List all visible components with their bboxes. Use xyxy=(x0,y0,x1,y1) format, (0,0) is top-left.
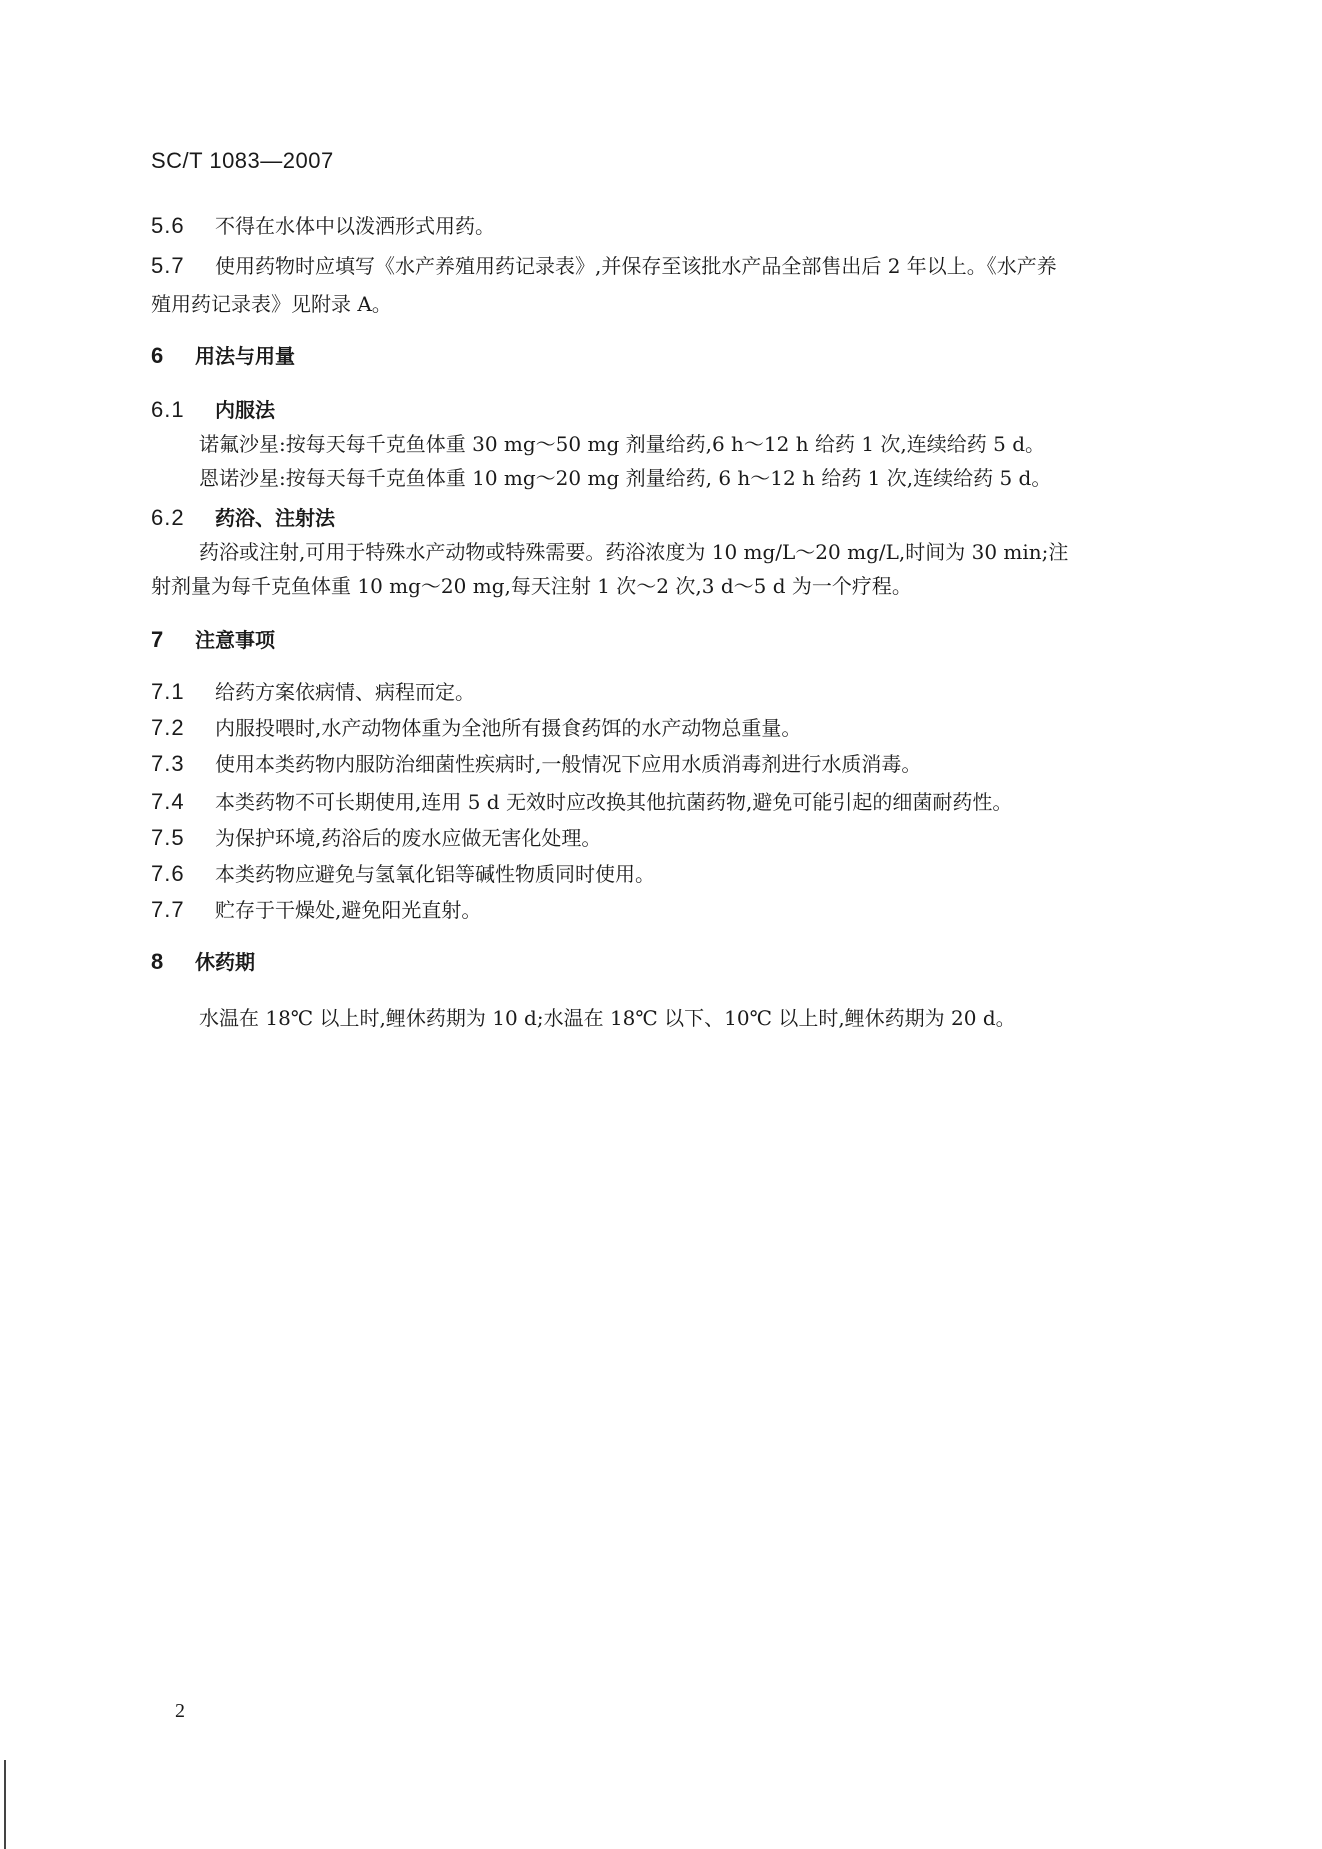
clause-text: 射剂量为每千克鱼体重 10 mg～20 mg,每天注射 1 次～2 次,3 d～5 d 为一个疗程。 xyxy=(151,574,912,598)
clause-number: 7.4 xyxy=(151,789,185,814)
clause-title: 内服法 xyxy=(215,398,275,422)
clause-text: 贮存于干燥处,避免阳光直射。 xyxy=(215,898,482,922)
scan-edge-mark xyxy=(4,1760,6,1849)
section-6-heading xyxy=(151,344,295,368)
clause-number: 5.7 xyxy=(151,253,185,278)
clause-7-7 xyxy=(151,898,481,922)
clause-number: 7.2 xyxy=(151,715,185,740)
section-title: 用法与用量 xyxy=(195,344,295,368)
clause-6-1-norfloxacin xyxy=(199,432,1045,456)
clause-6-1-enrofloxacin xyxy=(199,466,1051,490)
clause-7-2 xyxy=(151,716,801,740)
clause-number: 7.7 xyxy=(151,897,185,922)
clause-text: 给药方案依病情、病程而定。 xyxy=(215,680,475,704)
section-8-heading xyxy=(151,950,255,974)
clause-text: 恩诺沙星:按每天每千克鱼体重 10 mg～20 mg 剂量给药, 6 h～12 h 给药 1 次,连续给药 5 d。 xyxy=(199,466,1052,490)
paragraph-text: 水温在 18℃ 以上时,鲤休药期为 10 d;水温在 18℃ 以下、10℃ 以上时,鲤休药期为 20 d。 xyxy=(199,1006,1016,1030)
clause-text: 殖用药记录表》见附录 A。 xyxy=(151,292,392,316)
section-number: 8 xyxy=(151,949,165,974)
clause-text: 诺氟沙星:按每天每千克鱼体重 30 mg～50 mg 剂量给药,6 h～12 h 给药 1 次,连续给药 5 d。 xyxy=(199,432,1046,456)
clause-number: 6.1 xyxy=(151,397,185,422)
section-7-heading xyxy=(151,628,275,652)
clause-text: 使用药物时应填写《水产养殖用药记录表》,并保存至该批水产品全部售出后 2 年以上。《水产养 xyxy=(215,254,1057,278)
clause-7-6 xyxy=(151,862,655,886)
clause-text: 内服投喂时,水产动物体重为全池所有摄食药饵的水产动物总重量。 xyxy=(215,716,802,740)
clause-number: 7.1 xyxy=(151,679,185,704)
clause-text: 药浴或注射,可用于特殊水产动物或特殊需要。药浴浓度为 10 mg/L～20 mg/L,时间为 30 min;注 xyxy=(199,540,1069,564)
clause-text: 本类药物不可长期使用,连用 5 d 无效时应改换其他抗菌药物,避免可能引起的细菌耐药性。 xyxy=(215,790,1013,814)
section-8-body xyxy=(199,1006,1016,1030)
page-number: 2 xyxy=(175,1700,185,1722)
clause-number: 7.3 xyxy=(151,751,185,776)
clause-6-2-heading xyxy=(151,506,335,530)
clause-6-1-heading xyxy=(151,398,275,422)
clause-7-3 xyxy=(151,752,921,776)
clause-7-1 xyxy=(151,680,475,704)
clause-number: 7.5 xyxy=(151,825,185,850)
clause-number: 7.6 xyxy=(151,861,185,886)
section-title: 注意事项 xyxy=(195,628,275,652)
clause-number: 6.2 xyxy=(151,505,185,530)
standard-code: SC/T 1083—2007 xyxy=(151,148,334,173)
clause-5-7-continuation xyxy=(151,292,392,316)
clause-text: 不得在水体中以泼洒形式用药。 xyxy=(215,214,495,238)
clause-text: 本类药物应避免与氢氧化铝等碱性物质同时使用。 xyxy=(215,862,655,886)
section-number: 6 xyxy=(151,343,165,368)
clause-5-7 xyxy=(151,254,1057,278)
clause-7-5 xyxy=(151,826,601,850)
section-title: 休药期 xyxy=(195,950,255,974)
clause-text: 使用本类药物内服防治细菌性疾病时,一般情况下应用水质消毒剂进行水质消毒。 xyxy=(215,752,922,776)
clause-5-6 xyxy=(151,214,495,238)
clause-title: 药浴、注射法 xyxy=(215,506,335,530)
clause-6-2-body-continuation xyxy=(151,574,912,598)
section-number: 7 xyxy=(151,627,165,652)
clause-7-4 xyxy=(151,790,1012,814)
clause-6-2-body xyxy=(199,540,1068,564)
clause-number: 5.6 xyxy=(151,213,185,238)
clause-text: 为保护环境,药浴后的废水应做无害化处理。 xyxy=(215,826,602,850)
